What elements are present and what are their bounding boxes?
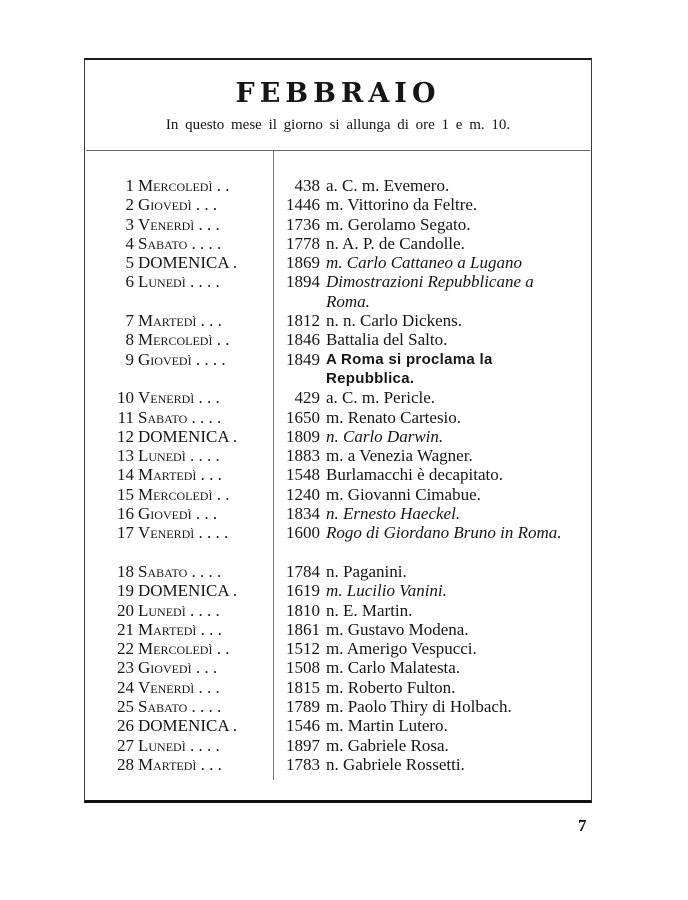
weekday-name: Lunedì . . . . bbox=[138, 735, 220, 755]
event-description: m. Amerigo Vespucci. bbox=[326, 639, 477, 659]
event-description: n. n. Carlo Dickens. bbox=[326, 311, 462, 331]
header-divider bbox=[86, 150, 590, 151]
event-description: n. A. P. de Candolle. bbox=[326, 233, 465, 253]
weekday-name: Mercoledì . . bbox=[138, 330, 230, 350]
day-number: 3 bbox=[125, 214, 134, 234]
day-number: 13 bbox=[117, 446, 134, 466]
calendar-row bbox=[0, 350, 688, 389]
calendar-row bbox=[0, 716, 688, 735]
day-number: 11 bbox=[117, 407, 134, 427]
day-number: 6 bbox=[125, 272, 134, 292]
weekday-name: Giovedì . . . bbox=[138, 658, 218, 678]
event-year: 1508 bbox=[286, 658, 320, 678]
weekday-name: Sabato . . . . bbox=[138, 233, 222, 253]
event-description: m. Martin Lutero. bbox=[326, 716, 448, 736]
event-year: 1894 bbox=[286, 272, 320, 292]
day-number: 26 bbox=[117, 716, 134, 736]
calendar-row bbox=[0, 446, 688, 465]
weekday-name: DOMENICA . bbox=[138, 253, 238, 273]
event-description: m. Carlo Malatesta. bbox=[326, 658, 461, 678]
weekday-name: Sabato . . . . bbox=[138, 407, 222, 427]
event-year: 1736 bbox=[286, 214, 320, 234]
event-description: n. Carlo Darwin. bbox=[326, 426, 444, 446]
calendar-row bbox=[0, 176, 688, 195]
event-year: 1849 bbox=[286, 349, 320, 369]
event-description: m. Vittorino da Feltre. bbox=[326, 195, 478, 215]
day-number: 5 bbox=[125, 253, 134, 273]
weekday-name: Martedì . . . bbox=[138, 754, 222, 774]
event-description: n. Paganini. bbox=[326, 561, 407, 581]
event-description: Burlamacchi è decapitato. bbox=[326, 465, 503, 485]
event-year: 1783 bbox=[286, 754, 320, 774]
day-number: 28 bbox=[117, 754, 134, 774]
calendar-row bbox=[0, 427, 688, 446]
event-description: A Roma si proclama la Repubblica. bbox=[326, 350, 493, 387]
event-year: 1784 bbox=[286, 561, 320, 581]
day-number: 23 bbox=[117, 658, 134, 678]
event-year: 1815 bbox=[286, 677, 320, 697]
calendar-row bbox=[0, 523, 688, 562]
weekday-name: Lunedì . . . . bbox=[138, 446, 220, 466]
day-length-note: In questo mese il giorno si allunga di ore 1 e m. 10. bbox=[165, 117, 511, 133]
calendar-row bbox=[0, 755, 688, 774]
day-number: 18 bbox=[117, 561, 134, 581]
event-year: 1869 bbox=[286, 253, 320, 273]
day-number: 21 bbox=[117, 619, 134, 639]
calendar-row bbox=[0, 234, 688, 253]
day-number: 7 bbox=[125, 311, 134, 331]
weekday-name: Venerdì . . . bbox=[138, 677, 220, 697]
event-year: 429 bbox=[294, 388, 320, 408]
day-number: 12 bbox=[117, 426, 134, 446]
calendar-row bbox=[0, 678, 688, 697]
event-description: m. a Venezia Wagner. bbox=[326, 446, 473, 466]
weekday-name: Martedì . . . bbox=[138, 465, 222, 485]
day-number: 9 bbox=[125, 349, 134, 369]
day-number: 27 bbox=[117, 735, 134, 755]
event-description: n. Gabriele Rossetti. bbox=[326, 754, 465, 774]
weekday-name: Martedì . . . bbox=[138, 619, 222, 639]
event-description: a. C. m. Pericle. bbox=[326, 388, 436, 408]
event-year: 1810 bbox=[286, 600, 320, 620]
event-year: 1512 bbox=[286, 639, 320, 659]
weekday-name: Mercoledì . . bbox=[138, 639, 230, 659]
event-year: 1846 bbox=[286, 330, 320, 350]
weekday-name: Lunedì . . . . bbox=[138, 600, 220, 620]
calendar-row bbox=[0, 620, 688, 639]
weekday-name: Venerdì . . . . bbox=[138, 523, 229, 543]
event-description: m. Roberto Fulton. bbox=[326, 677, 456, 697]
weekday-name: Mercoledì . . bbox=[138, 484, 230, 504]
event-year: 1883 bbox=[286, 446, 320, 466]
calendar-row bbox=[0, 658, 688, 677]
weekday-name: DOMENICA . bbox=[138, 581, 238, 601]
event-description: n. E. Martin. bbox=[326, 600, 413, 620]
calendar-row bbox=[0, 562, 688, 581]
day-number: 2 bbox=[125, 195, 134, 215]
event-description: a. C. m. Evemero. bbox=[326, 176, 450, 195]
day-number: 15 bbox=[117, 484, 134, 504]
event-year: 1861 bbox=[286, 619, 320, 639]
page-number: 7 bbox=[578, 816, 587, 835]
event-description: Rogo di Giordano Bruno in Roma. bbox=[326, 523, 562, 543]
event-description: Battalia del Salto. bbox=[326, 330, 448, 350]
day-number: 14 bbox=[117, 465, 134, 485]
day-number: 24 bbox=[117, 677, 134, 697]
event-description: m. Lucilio Vanini. bbox=[326, 581, 447, 601]
day-number: 4 bbox=[125, 233, 134, 253]
calendar-row bbox=[0, 601, 688, 620]
event-description: m. Paolo Thiry di Holbach. bbox=[326, 697, 512, 717]
calendar-row bbox=[0, 311, 688, 330]
day-number: 17 bbox=[117, 523, 134, 543]
event-description: m. Gustavo Modena. bbox=[326, 619, 469, 639]
event-year: 1619 bbox=[286, 581, 320, 601]
event-year: 1650 bbox=[286, 407, 320, 427]
calendar-row bbox=[0, 581, 688, 600]
event-year: 1834 bbox=[286, 504, 320, 524]
day-number: 25 bbox=[117, 697, 134, 717]
day-number: 1 bbox=[125, 176, 134, 195]
day-number: 20 bbox=[117, 600, 134, 620]
month-title: FEBBRAIO bbox=[235, 78, 441, 109]
weekday-name: Giovedì . . . . bbox=[138, 349, 226, 369]
event-description: m. Carlo Cattaneo a Lugano bbox=[326, 253, 522, 273]
weekday-name: Venerdì . . . bbox=[138, 214, 220, 234]
calendar-list bbox=[0, 176, 688, 774]
weekday-name: Sabato . . . . bbox=[138, 697, 222, 717]
day-number: 10 bbox=[117, 388, 134, 408]
calendar-row bbox=[0, 485, 688, 504]
event-year: 1546 bbox=[286, 716, 320, 736]
day-number: 22 bbox=[117, 639, 134, 659]
event-year: 438 bbox=[294, 176, 320, 195]
calendar-row bbox=[0, 330, 688, 349]
calendar-row bbox=[0, 253, 688, 272]
weekday-name: Lunedì . . . . bbox=[138, 272, 220, 292]
calendar-row bbox=[0, 465, 688, 484]
event-description: m. Gerolamo Segato. bbox=[326, 214, 471, 234]
event-description: m. Giovanni Cimabue. bbox=[326, 484, 481, 504]
event-year: 1897 bbox=[286, 735, 320, 755]
weekday-name: Giovedì . . . bbox=[138, 195, 218, 215]
event-year: 1446 bbox=[286, 195, 320, 215]
weekday-name: DOMENICA . bbox=[138, 716, 238, 736]
calendar-row bbox=[0, 388, 688, 407]
day-number: 16 bbox=[117, 504, 134, 524]
weekday-name: DOMENICA . bbox=[138, 426, 238, 446]
calendar-row bbox=[0, 639, 688, 658]
calendar-row bbox=[0, 408, 688, 427]
event-year: 1778 bbox=[286, 233, 320, 253]
event-description: m. Renato Cartesio. bbox=[326, 407, 462, 427]
calendar-row bbox=[0, 504, 688, 523]
day-number: 8 bbox=[125, 330, 134, 350]
weekday-name: Venerdì . . . bbox=[138, 388, 220, 408]
event-year: 1789 bbox=[286, 697, 320, 717]
event-description: n. Ernesto Haeckel. bbox=[326, 504, 461, 524]
event-year: 1240 bbox=[286, 484, 320, 504]
weekday-name: Martedì . . . bbox=[138, 311, 222, 331]
event-description: m. Gabriele Rosa. bbox=[326, 735, 449, 755]
weekday-name: Sabato . . . . bbox=[138, 561, 222, 581]
event-year: 1809 bbox=[286, 426, 320, 446]
weekday-name: Mercoledì . . bbox=[138, 176, 230, 195]
event-year: 1548 bbox=[286, 465, 320, 485]
event-year: 1812 bbox=[286, 311, 320, 331]
calendar-row bbox=[0, 697, 688, 716]
event-description: Dimostrazioni Repubblicane a Roma. bbox=[326, 272, 534, 311]
weekday-name: Giovedì . . . bbox=[138, 504, 218, 524]
calendar-row bbox=[0, 215, 688, 234]
calendar-row bbox=[0, 736, 688, 755]
event-year: 1600 bbox=[286, 523, 320, 543]
calendar-row bbox=[0, 272, 688, 311]
calendar-row bbox=[0, 195, 688, 214]
day-number: 19 bbox=[117, 581, 134, 601]
